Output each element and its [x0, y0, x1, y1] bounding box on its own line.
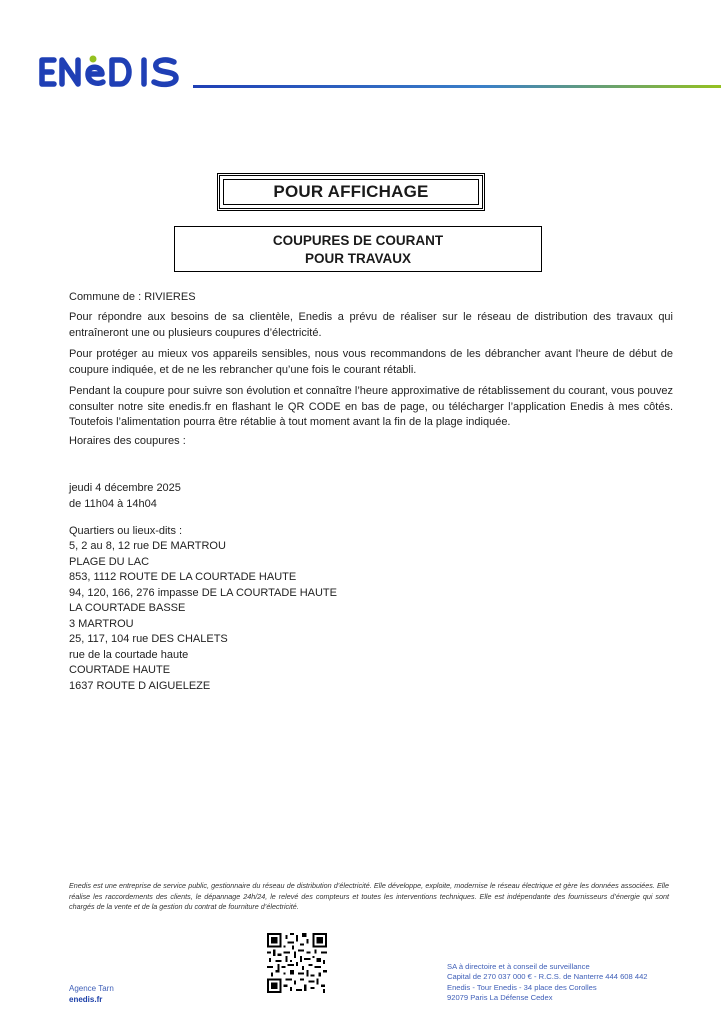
enedis-logo — [36, 52, 188, 90]
subtitle-box — [174, 226, 542, 272]
subtitle-line-2: POUR TRAVAUX — [304, 251, 411, 266]
schedule-date: jeudi 4 décembre 2025 — [69, 482, 181, 494]
paragraph-recommendation: Pour protéger au mieux vos appareils sensibles, nous vous recommandons de les débrancher avant l'heure de début de coupure indiquée, et de ne les rebrancher qu’une fois le courant rétabli. — [69, 348, 673, 376]
legal-line: SA à directoire et à conseil de surveillance — [447, 962, 590, 971]
legal-line: Enedis - Tour Enedis - 34 place des Corolles — [447, 982, 597, 992]
commune-line: Commune de : RIVIERES — [69, 291, 196, 303]
schedule-time: de 11h04 à 14h04 — [69, 497, 157, 510]
list-item: 853, 1112 ROUTE DE LA COURTADE HAUTE — [69, 571, 297, 583]
paragraph-tracking: Pendant la coupure pour suivre son évolution et connaître l’heure approximative de rétablissement du courant, vous pouvez consulter notre site enedis.fr en flashant le QR CODE en bas de page, ou télécharger l’application Enedis à mes côtés. Toutefois l’alimentation pourra être rétablie à tout moment avant la fin de la plage indiquée. — [69, 385, 673, 428]
legal-info — [447, 962, 648, 1003]
subtitle-line-1: COUPURES DE COURANT — [272, 233, 444, 248]
legal-line: Capital de 270 037 000 € - R.C.S. de Nanterre 444 608 442 — [447, 972, 648, 982]
agency-name: Agence Tarn — [69, 984, 114, 993]
list-item: COURTADE HAUTE — [69, 664, 171, 676]
logo-divider-line — [193, 85, 721, 89]
list-item: LA COURTADE BASSE — [69, 602, 186, 614]
list-item: 1637 ROUTE D AIGUELEZE — [69, 679, 211, 692]
paragraph-intro: Pour répondre aux besoins de sa clientèle, Enedis a prévu de réaliser sur le réseau de distribution des travaux qui entraîneront une ou plusieurs coupures d’électricité. — [69, 311, 673, 339]
title-text: POUR AFFICHAGE — [273, 182, 429, 201]
list-item: 3 MARTROU — [69, 617, 134, 630]
list-item: 25, 117, 104 rue DES CHALETS — [69, 633, 228, 645]
agency-block — [69, 983, 114, 1005]
locations-heading: Quartiers ou lieux-dits : — [69, 525, 183, 537]
legal-line: 92079 Paris La Défense Cedex — [447, 992, 553, 1002]
page-title — [217, 173, 485, 211]
list-item: rue de la courtade haute — [69, 648, 189, 661]
footer-disclaimer: Enedis est une entreprise de service public, gestionnaire du réseau de distribution d’électricité. Elle développe, exploite, modernise le réseau électrique et gère les données associées. Elle réalise les raccordements des clients, le dépannage 24h/24, le relevé des compteurs et toutes les interventions techniques. Elle est indépendante des fournisseurs d’énergie qui sont chargés de la vente et de la gestion du contrat de fourniture d’électricité. — [69, 881, 669, 911]
website-link[interactable]: enedis.fr — [69, 995, 103, 1004]
locations-list — [69, 539, 337, 694]
qr-code-icon[interactable] — [267, 933, 327, 993]
list-item: 5, 2 au 8, 12 rue DE MARTROU — [69, 540, 226, 552]
list-item: 94, 120, 166, 276 impasse DE LA COURTADE HAUTE — [69, 586, 337, 599]
schedule-heading: Horaires des coupures : — [69, 435, 186, 447]
schedule-block — [69, 481, 181, 512]
list-item: PLAGE DU LAC — [69, 555, 150, 568]
